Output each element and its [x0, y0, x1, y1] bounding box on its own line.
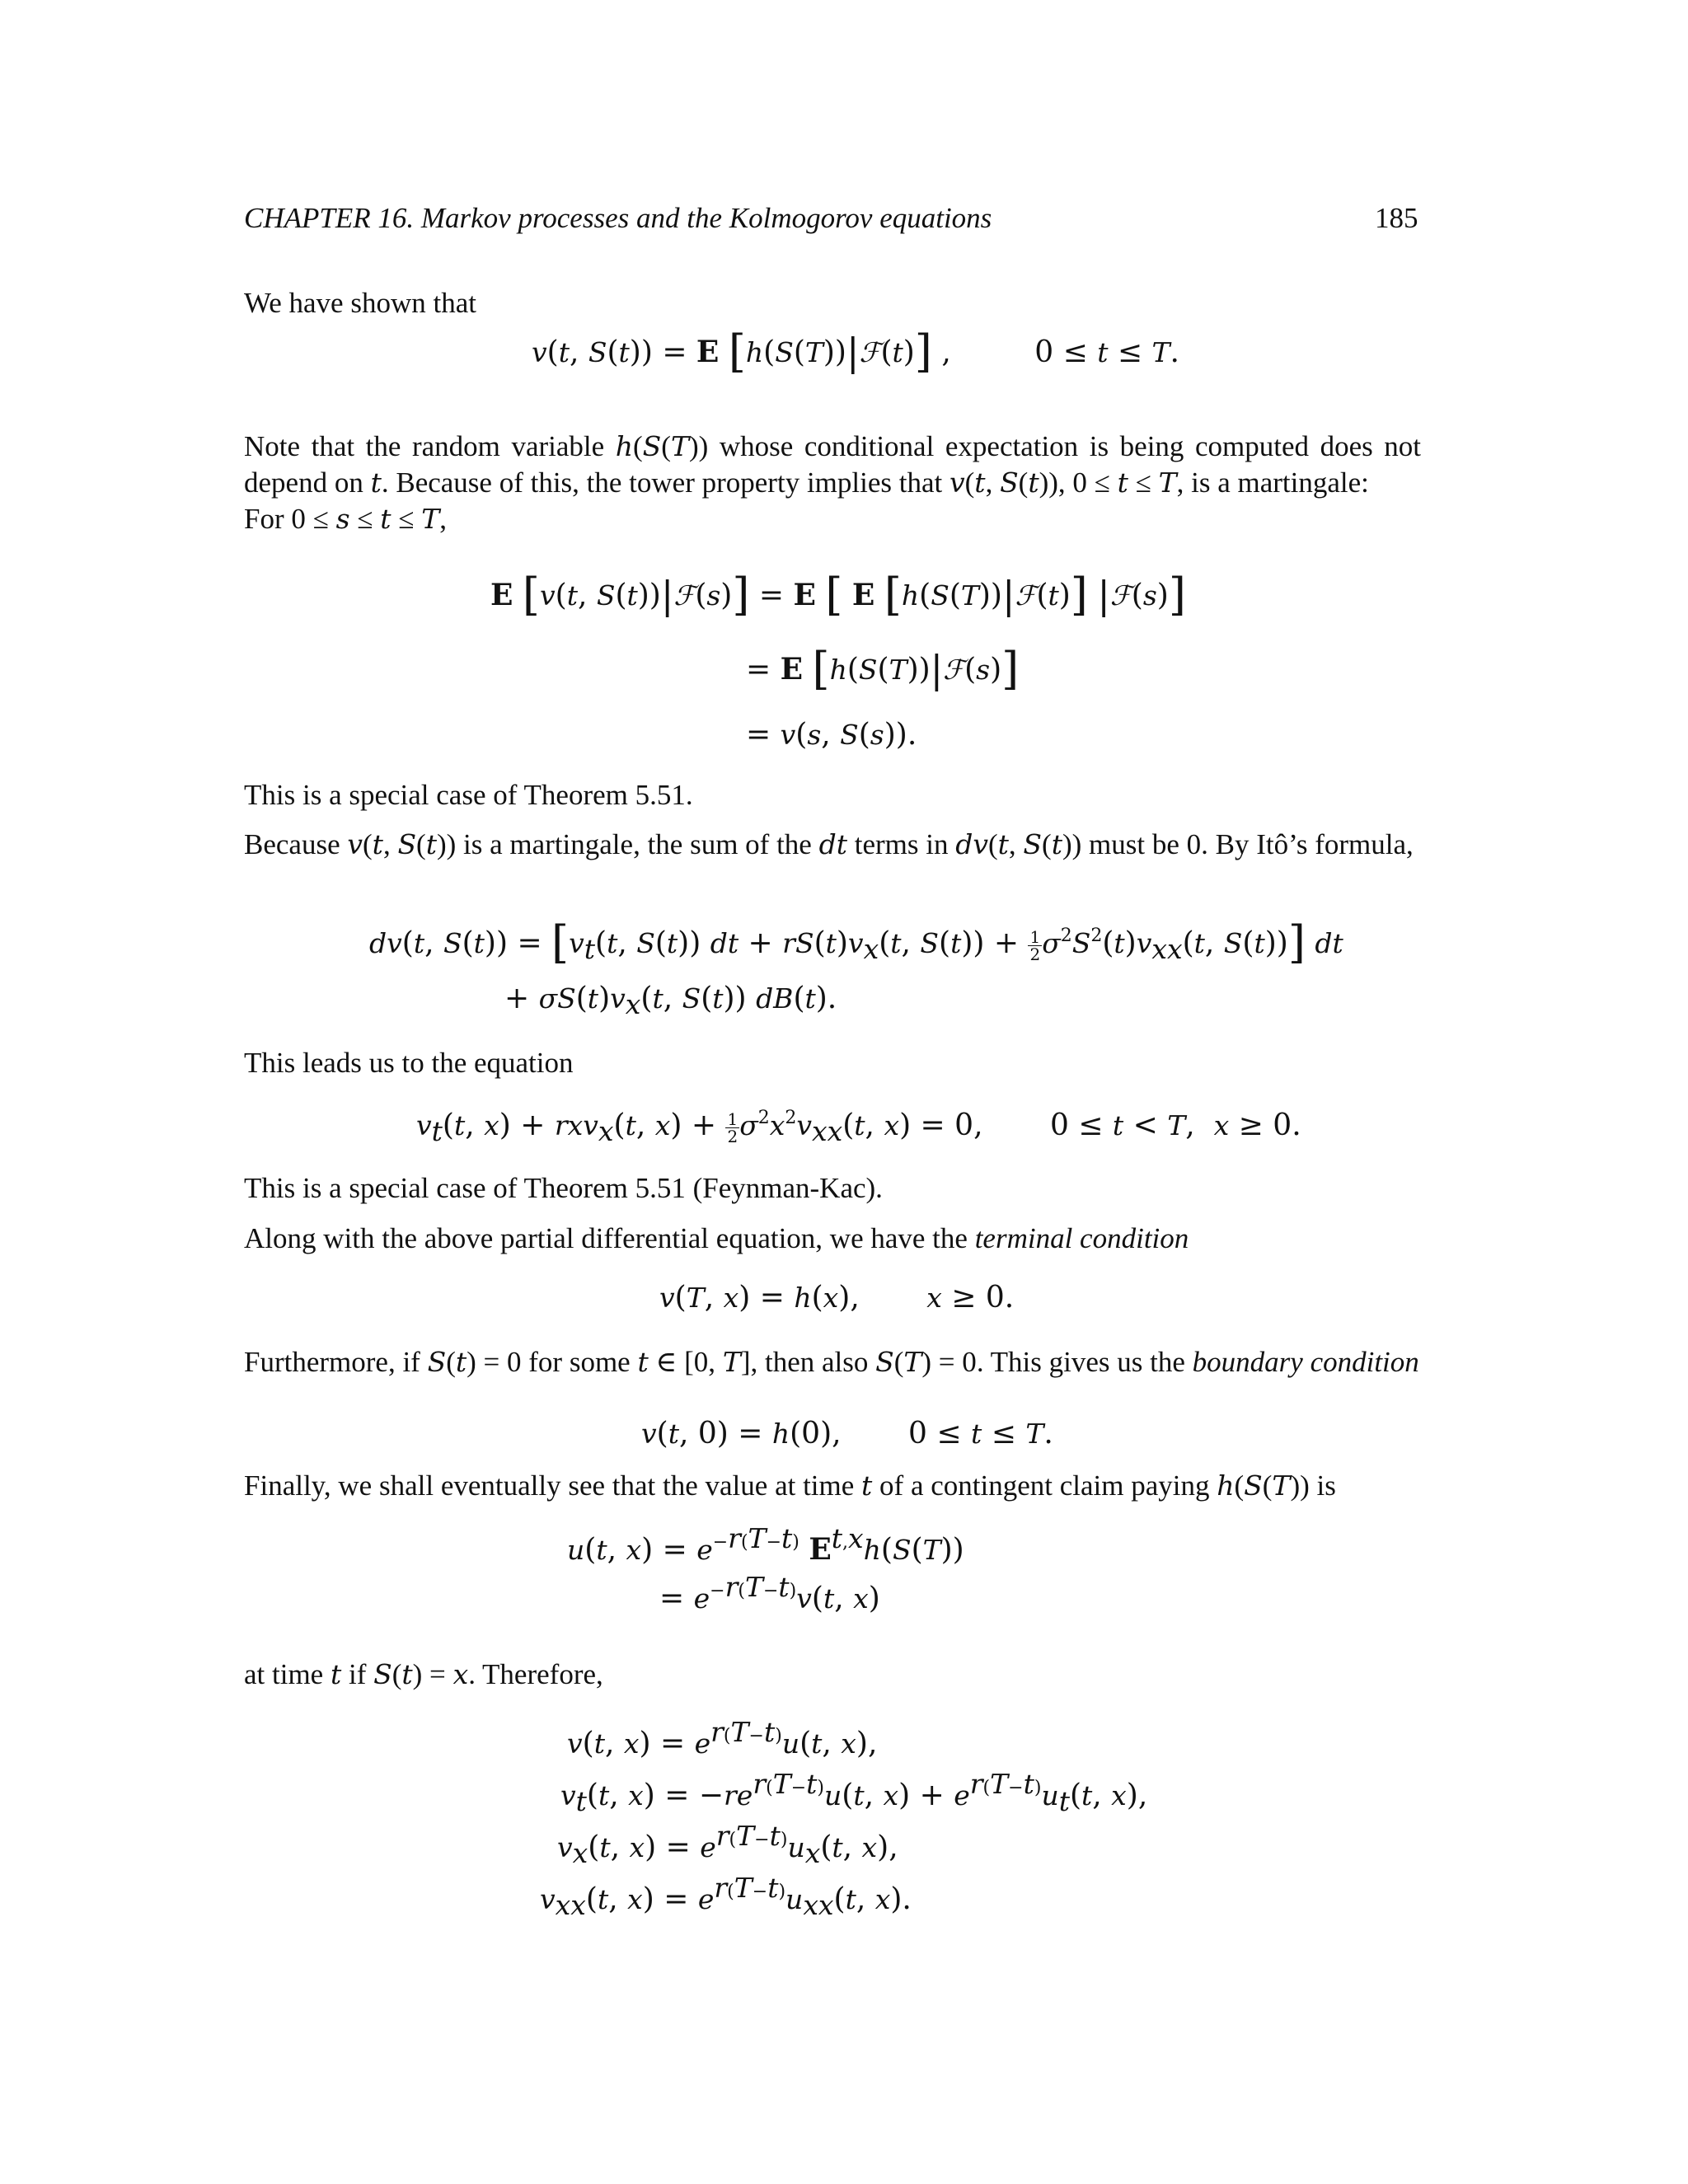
- equation-v-expectation: v(t, S(t)) = E [h(S(T))|ℱ(t)] , 0 ≤ t ≤ T.: [532, 326, 1179, 377]
- paragraph-therefore: at time t if S(t) = x. Therefore,: [244, 1658, 603, 1690]
- equation-u-line1: u(t, $x) = e^{-r(T-t)}$ E$^{t,x}$h(S(T)): [567, 1522, 964, 1567]
- equation-vx-from-u: $v_x(t$, $x) = e^{r(T-t)}u_x(t$, x),: [557, 1820, 898, 1869]
- equation-boundary-condition: v(t, 0) = h(0), 0 ≤ t ≤ T.: [641, 1417, 1053, 1451]
- equation-tower-line1: E [v(t, S(t))|ℱ(s)] = E [ E [h(S(T))|ℱ(t)] |ℱ(s)]: [490, 569, 1186, 621]
- equation-pde: $v_t(t$, x) + rxv$_x$(t, x) + $\frac{1}{2}$ $\sigma^2x^2v_{xx}(t$, x) = 0, 0 ≤ t < T, x ≥ 0.: [416, 1108, 1301, 1147]
- paragraph-terminal-condition-intro: Along with the above partial differential equation, we have the terminal condition: [244, 1222, 1189, 1254]
- equation-v-from-u: v(t, $x) = e^{r(T-t)}u(t$, x),: [567, 1716, 878, 1760]
- equation-tower-line3: = v(s, S(s)).: [746, 718, 917, 752]
- paragraph-special-case-1: This is a special case of Theorem 5.51.: [244, 779, 693, 811]
- paragraph-because-ito: Because v(t, S(t)) is a martingale, the sum of the dt terms in dv(t, S(t)) must be 0. By Itô’s formula,: [244, 828, 1414, 860]
- paragraph-special-case-feynman-kac: This is a special case of Theorem 5.51 (Feynman-Kac).: [244, 1172, 883, 1204]
- equation-tower-line2: = E [h(S(T))|ℱ(s)]: [746, 643, 1020, 695]
- chapter-header: CHAPTER 16. Markov processes and the Kolmogorov equations: [244, 202, 992, 234]
- term-boundary-condition: boundary condition: [1192, 1346, 1419, 1378]
- equation-u-line2: = $e^{-r(T-t)}v(t$, x): [659, 1571, 880, 1615]
- equation-terminal-condition: v(T, x) = h(x), x ≥ 0.: [659, 1281, 1015, 1315]
- page-number: 185: [1375, 202, 1418, 234]
- paragraph-contingent-claim: Finally, we shall eventually see that the value at time t of a contingent claim paying h(S(T)) is: [244, 1469, 1336, 1502]
- equation-ito-line1: dv(t, $S(t)) = [v_t(t$, S(t)) dt + $rS(t)v_x(t$, S(t)) + $\frac{1}{2}$ $\sigma^2S^2(t)v_{xx}(t$, S(t))] dt: [369, 916, 1343, 968]
- equation-ito-line2: + $\sigma S(t)v_x(t$, S(t)) dB(t).: [504, 982, 837, 1020]
- paragraph-note-tower-property: Note that the random variable h(S(T)) whose conditional expectation is being computed does not depend on t. Because of this, the tower property implies that v(t, S(t)), 0 ≤ t ≤ T, is a martingale: For 0 ≤ s ≤ t ≤ T,: [244, 430, 1422, 535]
- equation-vt-from-u: $v_t(t$, $x) = -re^{r(T-t)}u(t$, $x) + e^{r(T-t)}u_t(t$, x),: [560, 1768, 1148, 1817]
- equation-vxx-from-u: $v_{xx}(t$, $x) = e^{r(T-t)}u_{xx}(t$, x).: [540, 1872, 912, 1921]
- paragraph-we-have-shown: We have shown that: [244, 287, 476, 319]
- paragraph-leads-to: This leads us to the equation: [244, 1047, 574, 1079]
- term-terminal-condition: terminal condition: [974, 1222, 1189, 1254]
- paragraph-boundary-intro: Furthermore, if S(t) = 0 for some t ∈ [0, T], then also S(T) = 0. This gives us the boundary condition: [244, 1346, 1419, 1378]
